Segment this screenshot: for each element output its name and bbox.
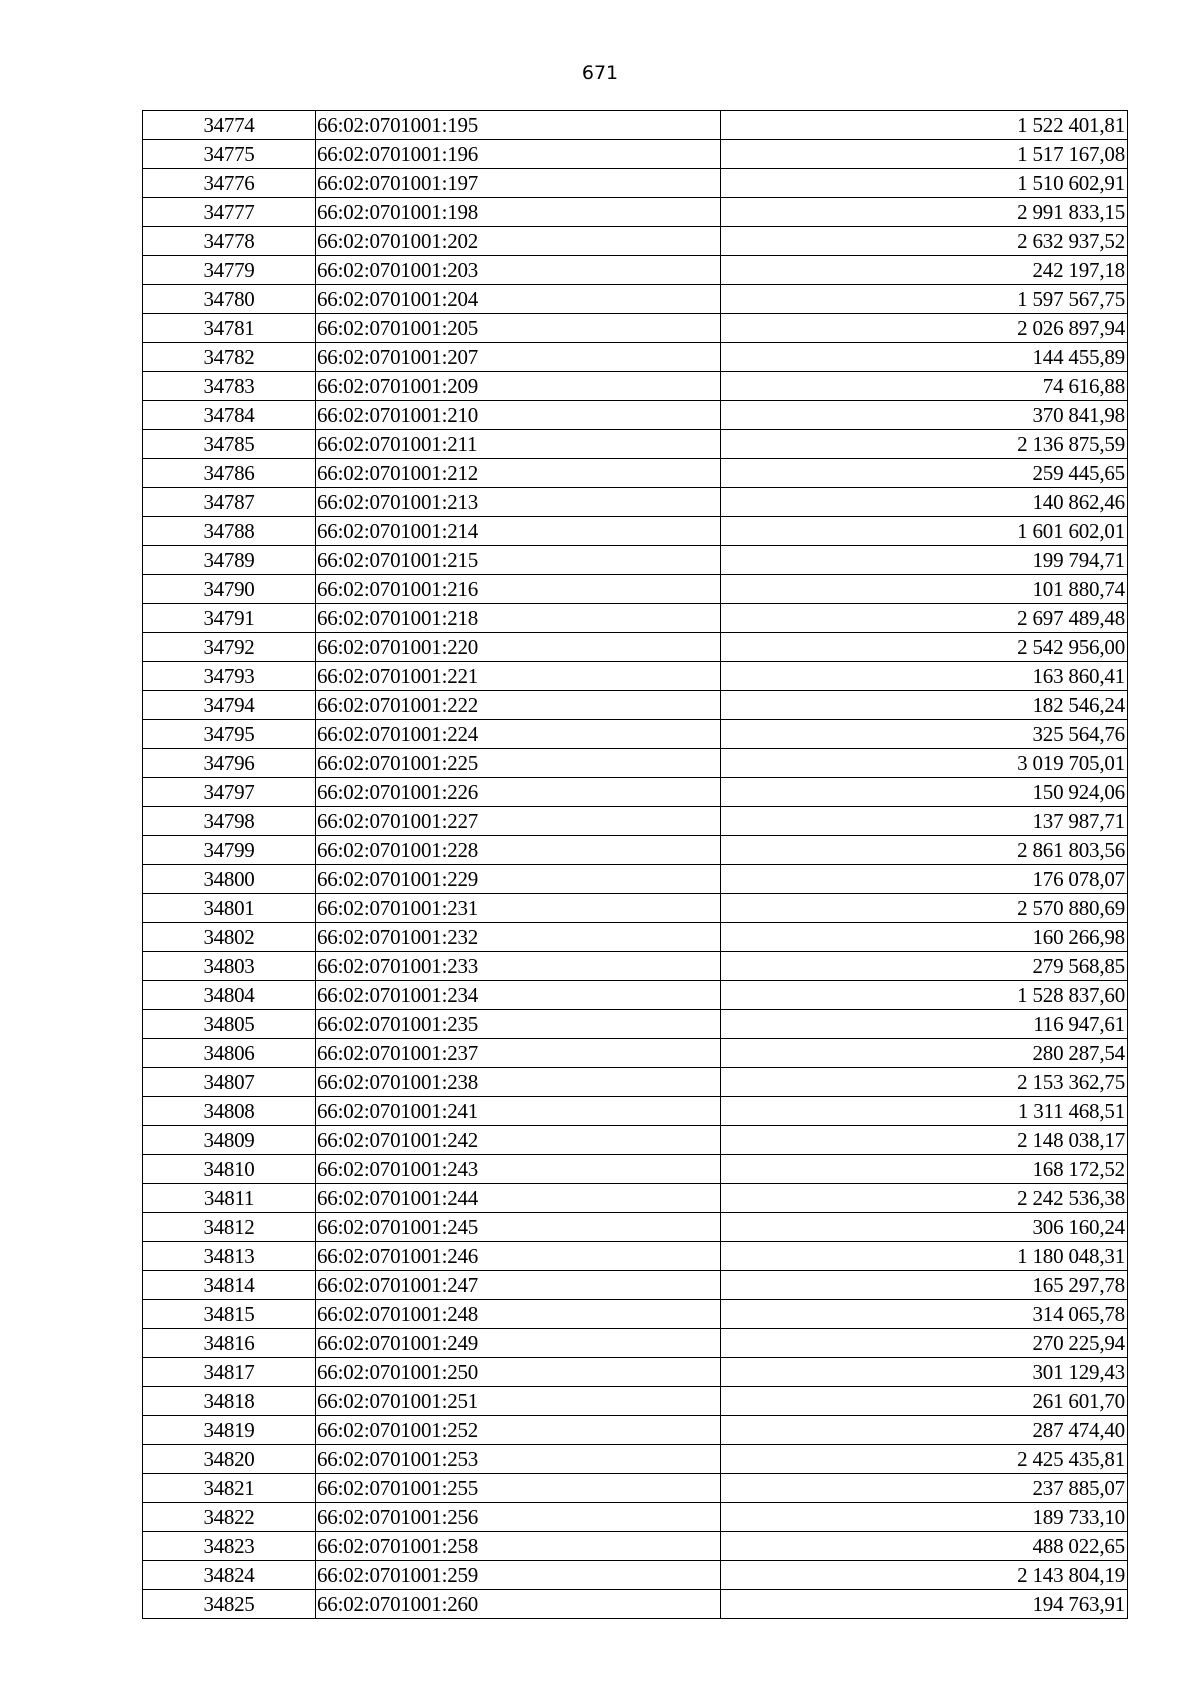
cadastral-number-cell: 66:02:0701001:234: [316, 981, 721, 1010]
row-number-cell: 34809: [143, 1126, 316, 1155]
row-number-cell: 34788: [143, 517, 316, 546]
row-number-cell: 34797: [143, 778, 316, 807]
table-row: [143, 894, 1128, 923]
row-number-cell: 34783: [143, 372, 316, 401]
value-cell: 189 733,10: [721, 1503, 1128, 1532]
value-cell: 306 160,24: [721, 1213, 1128, 1242]
value-cell: 144 455,89: [721, 343, 1128, 372]
table-body: [143, 111, 1128, 1619]
table-row: [143, 604, 1128, 633]
row-number-cell: 34800: [143, 865, 316, 894]
table-row: [143, 1532, 1128, 1561]
row-number-cell: 34806: [143, 1039, 316, 1068]
table-row: [143, 459, 1128, 488]
table-row: [143, 691, 1128, 720]
value-cell: 1 180 048,31: [721, 1242, 1128, 1271]
row-number-cell: 34774: [143, 111, 316, 140]
cadastral-number-cell: 66:02:0701001:255: [316, 1474, 721, 1503]
row-number-cell: 34821: [143, 1474, 316, 1503]
value-cell: 199 794,71: [721, 546, 1128, 575]
table-row: [143, 720, 1128, 749]
row-number-cell: 34782: [143, 343, 316, 372]
table-row: [143, 198, 1128, 227]
table-row: [143, 1039, 1128, 1068]
table-row: [143, 952, 1128, 981]
row-number-cell: 34775: [143, 140, 316, 169]
cadastral-number-cell: 66:02:0701001:224: [316, 720, 721, 749]
cadastral-value-table: [142, 110, 1128, 1619]
row-number-cell: 34825: [143, 1590, 316, 1619]
cadastral-number-cell: 66:02:0701001:229: [316, 865, 721, 894]
table-row: [143, 430, 1128, 459]
row-number-cell: 34789: [143, 546, 316, 575]
table-row: [143, 1387, 1128, 1416]
value-cell: 301 129,43: [721, 1358, 1128, 1387]
cadastral-number-cell: 66:02:0701001:232: [316, 923, 721, 952]
table-row: [143, 836, 1128, 865]
value-cell: 2 143 804,19: [721, 1561, 1128, 1590]
cadastral-number-cell: 66:02:0701001:210: [316, 401, 721, 430]
row-number-cell: 34786: [143, 459, 316, 488]
table-row: [143, 1271, 1128, 1300]
value-cell: 370 841,98: [721, 401, 1128, 430]
table-row: [143, 1590, 1128, 1619]
row-number-cell: 34794: [143, 691, 316, 720]
value-cell: 1 601 602,01: [721, 517, 1128, 546]
value-cell: 2 425 435,81: [721, 1445, 1128, 1474]
value-cell: 182 546,24: [721, 691, 1128, 720]
cadastral-number-cell: 66:02:0701001:235: [316, 1010, 721, 1039]
cadastral-number-cell: 66:02:0701001:228: [316, 836, 721, 865]
value-cell: 168 172,52: [721, 1155, 1128, 1184]
table-row: [143, 285, 1128, 314]
value-cell: 1 311 468,51: [721, 1097, 1128, 1126]
row-number-cell: 34803: [143, 952, 316, 981]
row-number-cell: 34808: [143, 1097, 316, 1126]
row-number-cell: 34780: [143, 285, 316, 314]
cadastral-number-cell: 66:02:0701001:227: [316, 807, 721, 836]
row-number-cell: 34785: [143, 430, 316, 459]
value-cell: 2 570 880,69: [721, 894, 1128, 923]
table-row: [143, 1097, 1128, 1126]
value-cell: 2 632 937,52: [721, 227, 1128, 256]
value-cell: 2 542 956,00: [721, 633, 1128, 662]
cadastral-number-cell: 66:02:0701001:202: [316, 227, 721, 256]
value-cell: 137 987,71: [721, 807, 1128, 836]
cadastral-number-cell: 66:02:0701001:238: [316, 1068, 721, 1097]
cadastral-number-cell: 66:02:0701001:246: [316, 1242, 721, 1271]
table-row: [143, 140, 1128, 169]
table-row: [143, 749, 1128, 778]
cadastral-number-cell: 66:02:0701001:221: [316, 662, 721, 691]
cadastral-number-cell: 66:02:0701001:258: [316, 1532, 721, 1561]
cadastral-number-cell: 66:02:0701001:222: [316, 691, 721, 720]
row-number-cell: 34810: [143, 1155, 316, 1184]
cadastral-number-cell: 66:02:0701001:259: [316, 1561, 721, 1590]
table-row: [143, 778, 1128, 807]
cadastral-number-cell: 66:02:0701001:237: [316, 1039, 721, 1068]
row-number-cell: 34790: [143, 575, 316, 604]
row-number-cell: 34816: [143, 1329, 316, 1358]
table-row: [143, 923, 1128, 952]
row-number-cell: 34795: [143, 720, 316, 749]
table-row: [143, 546, 1128, 575]
row-number-cell: 34787: [143, 488, 316, 517]
table-row: [143, 1329, 1128, 1358]
row-number-cell: 34815: [143, 1300, 316, 1329]
page-number: 671: [581, 62, 619, 84]
table-row: [143, 401, 1128, 430]
cadastral-number-cell: 66:02:0701001:249: [316, 1329, 721, 1358]
value-cell: 2 697 489,48: [721, 604, 1128, 633]
cadastral-number-cell: 66:02:0701001:251: [316, 1387, 721, 1416]
value-cell: 2 861 803,56: [721, 836, 1128, 865]
cadastral-number-cell: 66:02:0701001:195: [316, 111, 721, 140]
row-number-cell: 34801: [143, 894, 316, 923]
cadastral-number-cell: 66:02:0701001:197: [316, 169, 721, 198]
table-row: [143, 1416, 1128, 1445]
cadastral-number-cell: 66:02:0701001:226: [316, 778, 721, 807]
cadastral-number-cell: 66:02:0701001:212: [316, 459, 721, 488]
table-row: [143, 575, 1128, 604]
value-cell: 74 616,88: [721, 372, 1128, 401]
cadastral-number-cell: 66:02:0701001:244: [316, 1184, 721, 1213]
cadastral-number-cell: 66:02:0701001:211: [316, 430, 721, 459]
row-number-cell: 34823: [143, 1532, 316, 1561]
cadastral-number-cell: 66:02:0701001:203: [316, 256, 721, 285]
table-row: [143, 662, 1128, 691]
cadastral-number-cell: 66:02:0701001:241: [316, 1097, 721, 1126]
table-row: [143, 1503, 1128, 1532]
row-number-cell: 34814: [143, 1271, 316, 1300]
cadastral-number-cell: 66:02:0701001:250: [316, 1358, 721, 1387]
value-cell: 314 065,78: [721, 1300, 1128, 1329]
table-row: [143, 1358, 1128, 1387]
row-number-cell: 34818: [143, 1387, 316, 1416]
row-number-cell: 34811: [143, 1184, 316, 1213]
value-cell: 2 991 833,15: [721, 198, 1128, 227]
value-cell: 2 026 897,94: [721, 314, 1128, 343]
value-cell: 1 597 567,75: [721, 285, 1128, 314]
table-row: [143, 1445, 1128, 1474]
table-row: [143, 343, 1128, 372]
value-cell: 259 445,65: [721, 459, 1128, 488]
row-number-cell: 34824: [143, 1561, 316, 1590]
row-number-cell: 34807: [143, 1068, 316, 1097]
value-cell: 150 924,06: [721, 778, 1128, 807]
cadastral-number-cell: 66:02:0701001:245: [316, 1213, 721, 1242]
value-cell: 1 522 401,81: [721, 111, 1128, 140]
value-cell: 2 148 038,17: [721, 1126, 1128, 1155]
cadastral-number-cell: 66:02:0701001:198: [316, 198, 721, 227]
cadastral-number-cell: 66:02:0701001:205: [316, 314, 721, 343]
row-number-cell: 34804: [143, 981, 316, 1010]
value-cell: 270 225,94: [721, 1329, 1128, 1358]
row-number-cell: 34777: [143, 198, 316, 227]
cadastral-number-cell: 66:02:0701001:225: [316, 749, 721, 778]
cadastral-number-cell: 66:02:0701001:220: [316, 633, 721, 662]
table-row: [143, 1184, 1128, 1213]
cadastral-number-cell: 66:02:0701001:233: [316, 952, 721, 981]
value-cell: 2 242 536,38: [721, 1184, 1128, 1213]
cadastral-number-cell: 66:02:0701001:216: [316, 575, 721, 604]
cadastral-number-cell: 66:02:0701001:196: [316, 140, 721, 169]
cadastral-number-cell: 66:02:0701001:204: [316, 285, 721, 314]
row-number-cell: 34813: [143, 1242, 316, 1271]
row-number-cell: 34805: [143, 1010, 316, 1039]
table-row: [143, 169, 1128, 198]
table-row: [143, 372, 1128, 401]
table-row: [143, 1068, 1128, 1097]
row-number-cell: 34793: [143, 662, 316, 691]
row-number-cell: 34792: [143, 633, 316, 662]
table-row: [143, 633, 1128, 662]
cadastral-number-cell: 66:02:0701001:256: [316, 1503, 721, 1532]
row-number-cell: 34799: [143, 836, 316, 865]
table-row: [143, 111, 1128, 140]
value-cell: 279 568,85: [721, 952, 1128, 981]
table-row: [143, 807, 1128, 836]
row-number-cell: 34819: [143, 1416, 316, 1445]
value-cell: 488 022,65: [721, 1532, 1128, 1561]
value-cell: 2 136 875,59: [721, 430, 1128, 459]
cadastral-number-cell: 66:02:0701001:213: [316, 488, 721, 517]
table-row: [143, 1242, 1128, 1271]
table-row: [143, 314, 1128, 343]
row-number-cell: 34784: [143, 401, 316, 430]
cadastral-number-cell: 66:02:0701001:243: [316, 1155, 721, 1184]
cadastral-number-cell: 66:02:0701001:252: [316, 1416, 721, 1445]
table-row: [143, 1213, 1128, 1242]
row-number-cell: 34776: [143, 169, 316, 198]
row-number-cell: 34779: [143, 256, 316, 285]
table-row: [143, 981, 1128, 1010]
cadastral-number-cell: 66:02:0701001:247: [316, 1271, 721, 1300]
table-row: [143, 1300, 1128, 1329]
value-cell: 261 601,70: [721, 1387, 1128, 1416]
table-row: [143, 256, 1128, 285]
row-number-cell: 34781: [143, 314, 316, 343]
value-cell: 237 885,07: [721, 1474, 1128, 1503]
cadastral-number-cell: 66:02:0701001:242: [316, 1126, 721, 1155]
value-cell: 163 860,41: [721, 662, 1128, 691]
row-number-cell: 34791: [143, 604, 316, 633]
row-number-cell: 34798: [143, 807, 316, 836]
cadastral-number-cell: 66:02:0701001:207: [316, 343, 721, 372]
row-number-cell: 34820: [143, 1445, 316, 1474]
row-number-cell: 34817: [143, 1358, 316, 1387]
cadastral-number-cell: 66:02:0701001:260: [316, 1590, 721, 1619]
table-row: [143, 227, 1128, 256]
table-row: [143, 865, 1128, 894]
row-number-cell: 34812: [143, 1213, 316, 1242]
cadastral-number-cell: 66:02:0701001:215: [316, 546, 721, 575]
cadastral-number-cell: 66:02:0701001:253: [316, 1445, 721, 1474]
table-row: [143, 1561, 1128, 1590]
table-row: [143, 1155, 1128, 1184]
row-number-cell: 34778: [143, 227, 316, 256]
value-cell: 1 510 602,91: [721, 169, 1128, 198]
value-cell: 140 862,46: [721, 488, 1128, 517]
cadastral-number-cell: 66:02:0701001:214: [316, 517, 721, 546]
value-cell: 165 297,78: [721, 1271, 1128, 1300]
value-cell: 1 517 167,08: [721, 140, 1128, 169]
row-number-cell: 34796: [143, 749, 316, 778]
value-cell: 3 019 705,01: [721, 749, 1128, 778]
row-number-cell: 34822: [143, 1503, 316, 1532]
value-cell: 1 528 837,60: [721, 981, 1128, 1010]
cadastral-number-cell: 66:02:0701001:209: [316, 372, 721, 401]
value-cell: 160 266,98: [721, 923, 1128, 952]
value-cell: 176 078,07: [721, 865, 1128, 894]
value-cell: 325 564,76: [721, 720, 1128, 749]
data-table: [142, 110, 1128, 1619]
row-number-cell: 34802: [143, 923, 316, 952]
value-cell: 194 763,91: [721, 1590, 1128, 1619]
table-row: [143, 1474, 1128, 1503]
value-cell: 280 287,54: [721, 1039, 1128, 1068]
cadastral-number-cell: 66:02:0701001:231: [316, 894, 721, 923]
table-row: [143, 1010, 1128, 1039]
value-cell: 287 474,40: [721, 1416, 1128, 1445]
value-cell: 242 197,18: [721, 256, 1128, 285]
table-row: [143, 488, 1128, 517]
cadastral-number-cell: 66:02:0701001:218: [316, 604, 721, 633]
value-cell: 116 947,61: [721, 1010, 1128, 1039]
table-row: [143, 517, 1128, 546]
value-cell: 101 880,74: [721, 575, 1128, 604]
cadastral-number-cell: 66:02:0701001:248: [316, 1300, 721, 1329]
value-cell: 2 153 362,75: [721, 1068, 1128, 1097]
table-row: [143, 1126, 1128, 1155]
